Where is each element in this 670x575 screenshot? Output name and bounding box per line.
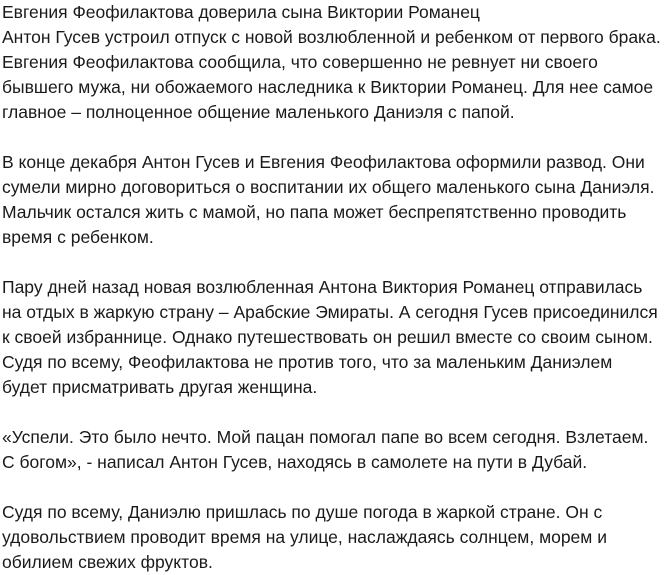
article-paragraph-2: В конце декабря Антон Гусев и Евгения Феофилактова оформили развод. Они сумели мирно договориться о воспитании их общего маленького сына Даниэля. Мальчик остался жить с мамой, но папа может беспрепятственно проводить время с ребенком. xyxy=(2,152,655,247)
article-paragraph-3: Пару дней назад новая возлюбленная Антона Виктория Романец отправилась на отдых в жаркую страну – Арабские Эмираты. А сегодня Гусев присоединился к своей избраннице. Однако путешествовать он решил вместе со своим сыном. Судя по всему, Феофилактова не против того, что за маленьким Даниэлем будет присматривать другая женщина. xyxy=(2,277,658,397)
lead-block xyxy=(2,0,662,125)
article-paragraph-5: Судя по всему, Даниэлю пришлась по душе погода в жаркой стране. Он с удовольствием проводит время на улице, наслаждаясь солнцем, морем и обилием свежих фруктов. xyxy=(2,502,607,572)
article-title: Евгения Феофилактова доверила сына Виктории Романец xyxy=(2,2,480,22)
article-paragraph-4: «Успели. Это было нечто. Мой пацан помогал папе во всем сегодня. Взлетаем. С богом», - написал Антон Гусев, находясь в самолете на пути в Дубай. xyxy=(2,427,649,472)
article-paragraph-1: Антон Гусев устроил отпуск с новой возлюбленной и ребенком от первого брака. Евгения Феофилактова сообщила, что совершенно не ревнует ни своего бывшего мужа, ни обожаемого наследника к Виктории Романец. Для нее самое главное – полноценное общение маленького Даниэля с папой. xyxy=(2,27,661,122)
